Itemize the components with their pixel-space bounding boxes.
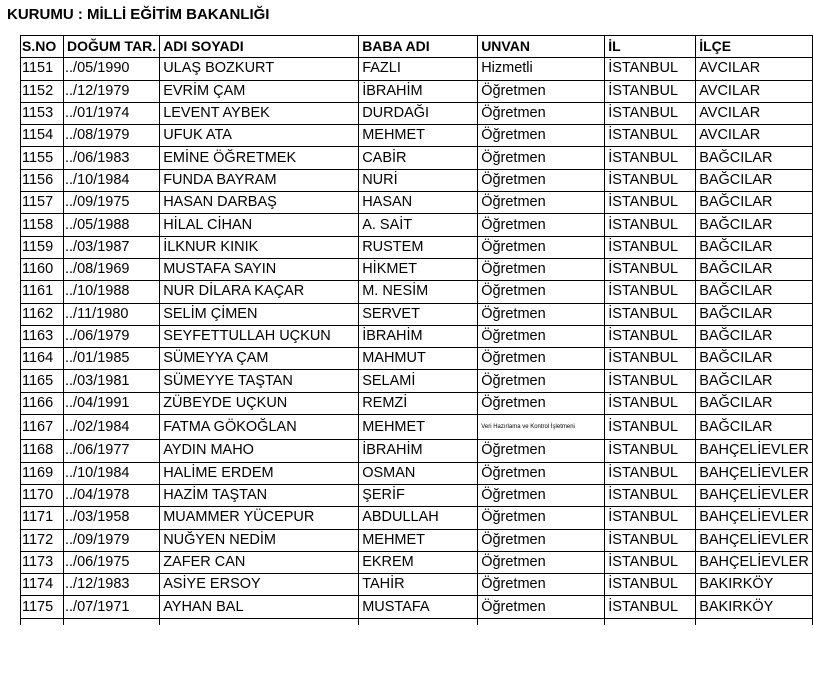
title-cell: Öğretmen bbox=[478, 551, 605, 573]
title-cell: Öğretmen bbox=[478, 574, 605, 596]
empty-cell bbox=[359, 618, 478, 625]
father-name-cell: İBRAHİM bbox=[359, 80, 478, 102]
father-name-cell: MEHMET bbox=[359, 529, 478, 551]
birth-date-cell: ../01/1985 bbox=[64, 348, 160, 370]
father-name-cell: OSMAN bbox=[359, 462, 478, 484]
father-name-cell: RUSTEM bbox=[359, 236, 478, 258]
table-row bbox=[21, 529, 813, 551]
district-cell: BAHÇELİEVLER bbox=[696, 484, 813, 506]
birth-date-cell: ../10/1984 bbox=[64, 462, 160, 484]
sno-cell: 1167 bbox=[21, 415, 64, 440]
father-name-cell: ŞERİF bbox=[359, 484, 478, 506]
birth-date-cell: ../04/1978 bbox=[64, 484, 160, 506]
province-cell: İSTANBUL bbox=[605, 415, 696, 440]
full-name-cell: EMİNE ÖĞRETMEK bbox=[160, 147, 359, 169]
sno-cell: 1152 bbox=[21, 80, 64, 102]
full-name-cell: LEVENT AYBEK bbox=[160, 102, 359, 124]
father-name-cell: CABİR bbox=[359, 147, 478, 169]
province-cell: İSTANBUL bbox=[605, 303, 696, 325]
title-cell: Öğretmen bbox=[478, 236, 605, 258]
title-cell: Öğretmen bbox=[478, 440, 605, 462]
sno-cell: 1168 bbox=[21, 440, 64, 462]
sno-cell: 1159 bbox=[21, 236, 64, 258]
father-name-cell: MEHMET bbox=[359, 415, 478, 440]
province-cell: İSTANBUL bbox=[605, 596, 696, 618]
table-row bbox=[21, 392, 813, 414]
father-name-cell: SERVET bbox=[359, 303, 478, 325]
birth-date-cell: ../11/1980 bbox=[64, 303, 160, 325]
full-name-cell: MUAMMER YÜCEPUR bbox=[160, 507, 359, 529]
sno-cell: 1162 bbox=[21, 303, 64, 325]
father-name-cell: FAZLI bbox=[359, 58, 478, 80]
table-row bbox=[21, 169, 813, 191]
father-name-cell: MAHMUT bbox=[359, 348, 478, 370]
province-cell: İSTANBUL bbox=[605, 147, 696, 169]
birth-date-cell: ../05/1990 bbox=[64, 58, 160, 80]
sno-cell: 1171 bbox=[21, 507, 64, 529]
district-cell: AVCILAR bbox=[696, 102, 813, 124]
table-row bbox=[21, 370, 813, 392]
full-name-cell: ASİYE ERSOY bbox=[160, 574, 359, 596]
province-cell: İSTANBUL bbox=[605, 281, 696, 303]
empty-cell bbox=[696, 618, 813, 625]
district-cell: AVCILAR bbox=[696, 125, 813, 147]
title-cell: Öğretmen bbox=[478, 303, 605, 325]
birth-date-cell: ../09/1979 bbox=[64, 529, 160, 551]
province-cell: İSTANBUL bbox=[605, 529, 696, 551]
province-cell: İSTANBUL bbox=[605, 462, 696, 484]
title-cell: Öğretmen bbox=[478, 507, 605, 529]
province-cell: İSTANBUL bbox=[605, 348, 696, 370]
sno-cell: 1153 bbox=[21, 102, 64, 124]
province-cell: İSTANBUL bbox=[605, 125, 696, 147]
table-row bbox=[21, 415, 813, 440]
district-cell: BAHÇELİEVLER bbox=[696, 440, 813, 462]
table-row bbox=[21, 596, 813, 618]
sno-cell: 1173 bbox=[21, 551, 64, 573]
father-name-cell: HİKMET bbox=[359, 258, 478, 280]
province-cell: İSTANBUL bbox=[605, 574, 696, 596]
full-name-cell: ULAŞ BOZKURT bbox=[160, 58, 359, 80]
title-cell: Öğretmen bbox=[478, 125, 605, 147]
sno-cell: 1169 bbox=[21, 462, 64, 484]
father-name-cell: REMZİ bbox=[359, 392, 478, 414]
sno-cell: 1160 bbox=[21, 258, 64, 280]
table-row bbox=[21, 80, 813, 102]
table-row bbox=[21, 507, 813, 529]
sno-cell: 1166 bbox=[21, 392, 64, 414]
province-cell: İSTANBUL bbox=[605, 325, 696, 347]
district-cell: BAĞCILAR bbox=[696, 415, 813, 440]
title-cell: Öğretmen bbox=[478, 462, 605, 484]
sno-cell: 1156 bbox=[21, 169, 64, 191]
district-cell: BAHÇELİEVLER bbox=[696, 529, 813, 551]
title-cell: Öğretmen bbox=[478, 484, 605, 506]
column-header-province: İL bbox=[605, 36, 696, 58]
table-row bbox=[21, 147, 813, 169]
table-row bbox=[21, 484, 813, 506]
full-name-cell: HALİME ERDEM bbox=[160, 462, 359, 484]
column-header-district: İLÇE bbox=[696, 36, 813, 58]
sno-cell: 1165 bbox=[21, 370, 64, 392]
full-name-cell: MUSTAFA SAYIN bbox=[160, 258, 359, 280]
father-name-cell: HASAN bbox=[359, 192, 478, 214]
sno-cell: 1175 bbox=[21, 596, 64, 618]
full-name-cell: AYDIN MAHO bbox=[160, 440, 359, 462]
table-row bbox=[21, 574, 813, 596]
title-cell: Öğretmen bbox=[478, 529, 605, 551]
column-header-title: UNVAN bbox=[478, 36, 605, 58]
district-cell: BAĞCILAR bbox=[696, 192, 813, 214]
district-cell: BAĞCILAR bbox=[696, 392, 813, 414]
province-cell: İSTANBUL bbox=[605, 392, 696, 414]
birth-date-cell: ../02/1984 bbox=[64, 415, 160, 440]
district-cell: BAHÇELİEVLER bbox=[696, 551, 813, 573]
title-cell: Öğretmen bbox=[478, 80, 605, 102]
column-header-birth-date: DOĞUM TAR. bbox=[64, 36, 160, 58]
sno-cell: 1174 bbox=[21, 574, 64, 596]
sno-cell: 1164 bbox=[21, 348, 64, 370]
title-cell: Veri Hazırlama ve Kontrol İşletmeni bbox=[478, 415, 605, 440]
district-cell: BAĞCILAR bbox=[696, 236, 813, 258]
father-name-cell: MUSTAFA bbox=[359, 596, 478, 618]
district-cell: BAĞCILAR bbox=[696, 214, 813, 236]
province-cell: İSTANBUL bbox=[605, 551, 696, 573]
table-row bbox=[21, 258, 813, 280]
district-cell: BAĞCILAR bbox=[696, 325, 813, 347]
birth-date-cell: ../12/1979 bbox=[64, 80, 160, 102]
birth-date-cell: ../03/1987 bbox=[64, 236, 160, 258]
province-cell: İSTANBUL bbox=[605, 507, 696, 529]
district-cell: BAHÇELİEVLER bbox=[696, 462, 813, 484]
empty-cell bbox=[605, 618, 696, 625]
table-row bbox=[21, 281, 813, 303]
full-name-cell: ZÜBEYDE UÇKUN bbox=[160, 392, 359, 414]
province-cell: İSTANBUL bbox=[605, 214, 696, 236]
father-name-cell: DURDAĞI bbox=[359, 102, 478, 124]
table-row bbox=[21, 348, 813, 370]
district-cell: BAKIRKÖY bbox=[696, 574, 813, 596]
sno-cell: 1151 bbox=[21, 58, 64, 80]
birth-date-cell: ../03/1958 bbox=[64, 507, 160, 529]
province-cell: İSTANBUL bbox=[605, 258, 696, 280]
title-cell: Öğretmen bbox=[478, 258, 605, 280]
empty-cell bbox=[21, 618, 64, 625]
province-cell: İSTANBUL bbox=[605, 58, 696, 80]
sno-cell: 1172 bbox=[21, 529, 64, 551]
birth-date-cell: ../06/1983 bbox=[64, 147, 160, 169]
birth-date-cell: ../10/1988 bbox=[64, 281, 160, 303]
empty-cell bbox=[64, 618, 160, 625]
full-name-cell: NUR DİLARA KAÇAR bbox=[160, 281, 359, 303]
full-name-cell: UFUK ATA bbox=[160, 125, 359, 147]
father-name-cell: MEHMET bbox=[359, 125, 478, 147]
birth-date-cell: ../06/1979 bbox=[64, 325, 160, 347]
full-name-cell: HAZİM TAŞTAN bbox=[160, 484, 359, 506]
province-cell: İSTANBUL bbox=[605, 236, 696, 258]
column-header-father-name: BABA ADI bbox=[359, 36, 478, 58]
district-cell: AVCILAR bbox=[696, 58, 813, 80]
table-body bbox=[21, 58, 813, 625]
full-name-cell: NUĞYEN NEDİM bbox=[160, 529, 359, 551]
table-row-cutoff bbox=[21, 618, 813, 625]
father-name-cell: NURİ bbox=[359, 169, 478, 191]
province-cell: İSTANBUL bbox=[605, 370, 696, 392]
birth-date-cell: ../08/1979 bbox=[64, 125, 160, 147]
sno-cell: 1170 bbox=[21, 484, 64, 506]
table-row bbox=[21, 462, 813, 484]
sno-cell: 1163 bbox=[21, 325, 64, 347]
table-row bbox=[21, 236, 813, 258]
birth-date-cell: ../06/1977 bbox=[64, 440, 160, 462]
father-name-cell: TAHİR bbox=[359, 574, 478, 596]
table-row bbox=[21, 551, 813, 573]
sno-cell: 1161 bbox=[21, 281, 64, 303]
father-name-cell: EKREM bbox=[359, 551, 478, 573]
full-name-cell: ZAFER CAN bbox=[160, 551, 359, 573]
table-header-row bbox=[21, 36, 813, 58]
district-cell: BAĞCILAR bbox=[696, 303, 813, 325]
province-cell: İSTANBUL bbox=[605, 169, 696, 191]
full-name-cell: HİLAL CİHAN bbox=[160, 214, 359, 236]
full-name-cell: İLKNUR KINIK bbox=[160, 236, 359, 258]
full-name-cell: SÜMEYYA ÇAM bbox=[160, 348, 359, 370]
sno-cell: 1157 bbox=[21, 192, 64, 214]
full-name-cell: FATMA GÖKOĞLAN bbox=[160, 415, 359, 440]
birth-date-cell: ../09/1975 bbox=[64, 192, 160, 214]
father-name-cell: M. NESİM bbox=[359, 281, 478, 303]
title-cell: Öğretmen bbox=[478, 169, 605, 191]
birth-date-cell: ../03/1981 bbox=[64, 370, 160, 392]
father-name-cell: İBRAHİM bbox=[359, 325, 478, 347]
title-cell: Öğretmen bbox=[478, 214, 605, 236]
title-cell: Öğretmen bbox=[478, 596, 605, 618]
father-name-cell: ABDULLAH bbox=[359, 507, 478, 529]
father-name-cell: SELAMİ bbox=[359, 370, 478, 392]
full-name-cell: SEYFETTULLAH UÇKUN bbox=[160, 325, 359, 347]
title-cell: Öğretmen bbox=[478, 281, 605, 303]
district-cell: BAĞCILAR bbox=[696, 281, 813, 303]
district-cell: AVCILAR bbox=[696, 80, 813, 102]
full-name-cell: EVRİM ÇAM bbox=[160, 80, 359, 102]
district-cell: BAHÇELİEVLER bbox=[696, 507, 813, 529]
sno-cell: 1158 bbox=[21, 214, 64, 236]
title-cell: Öğretmen bbox=[478, 370, 605, 392]
title-cell: Hizmetli bbox=[478, 58, 605, 80]
district-cell: BAĞCILAR bbox=[696, 258, 813, 280]
table-row bbox=[21, 214, 813, 236]
column-header-full-name: ADI SOYADI bbox=[160, 36, 359, 58]
column-header-sno: S.NO bbox=[21, 36, 64, 58]
province-cell: İSTANBUL bbox=[605, 192, 696, 214]
district-cell: BAĞCILAR bbox=[696, 370, 813, 392]
title-cell: Öğretmen bbox=[478, 192, 605, 214]
table-row bbox=[21, 125, 813, 147]
full-name-cell: SELİM ÇİMEN bbox=[160, 303, 359, 325]
birth-date-cell: ../10/1984 bbox=[64, 169, 160, 191]
full-name-cell: SÜMEYYE TAŞTAN bbox=[160, 370, 359, 392]
personnel-table bbox=[20, 35, 813, 625]
title-cell: Öğretmen bbox=[478, 102, 605, 124]
title-cell: Öğretmen bbox=[478, 392, 605, 414]
birth-date-cell: ../06/1975 bbox=[64, 551, 160, 573]
province-cell: İSTANBUL bbox=[605, 484, 696, 506]
district-cell: BAĞCILAR bbox=[696, 348, 813, 370]
empty-cell bbox=[160, 618, 359, 625]
title-cell: Öğretmen bbox=[478, 147, 605, 169]
table-row bbox=[21, 303, 813, 325]
sno-cell: 1154 bbox=[21, 125, 64, 147]
birth-date-cell: ../07/1971 bbox=[64, 596, 160, 618]
title-cell: Öğretmen bbox=[478, 325, 605, 347]
table-row bbox=[21, 325, 813, 347]
father-name-cell: İBRAHİM bbox=[359, 440, 478, 462]
full-name-cell: AYHAN BAL bbox=[160, 596, 359, 618]
table-row bbox=[21, 440, 813, 462]
district-cell: BAĞCILAR bbox=[696, 147, 813, 169]
table-row bbox=[21, 58, 813, 80]
birth-date-cell: ../01/1974 bbox=[64, 102, 160, 124]
empty-cell bbox=[478, 618, 605, 625]
father-name-cell: A. SAİT bbox=[359, 214, 478, 236]
title-cell: Öğretmen bbox=[478, 348, 605, 370]
province-cell: İSTANBUL bbox=[605, 102, 696, 124]
province-cell: İSTANBUL bbox=[605, 440, 696, 462]
birth-date-cell: ../05/1988 bbox=[64, 214, 160, 236]
district-cell: BAKIRKÖY bbox=[696, 596, 813, 618]
birth-date-cell: ../12/1983 bbox=[64, 574, 160, 596]
sno-cell: 1155 bbox=[21, 147, 64, 169]
province-cell: İSTANBUL bbox=[605, 80, 696, 102]
table-row bbox=[21, 192, 813, 214]
full-name-cell: FUNDA BAYRAM bbox=[160, 169, 359, 191]
table-row bbox=[21, 102, 813, 124]
birth-date-cell: ../08/1969 bbox=[64, 258, 160, 280]
full-name-cell: HASAN DARBAŞ bbox=[160, 192, 359, 214]
birth-date-cell: ../04/1991 bbox=[64, 392, 160, 414]
district-cell: BAĞCILAR bbox=[696, 169, 813, 191]
document-heading: KURUMU : MİLLİ EĞİTİM BAKANLIĞI bbox=[7, 6, 270, 23]
